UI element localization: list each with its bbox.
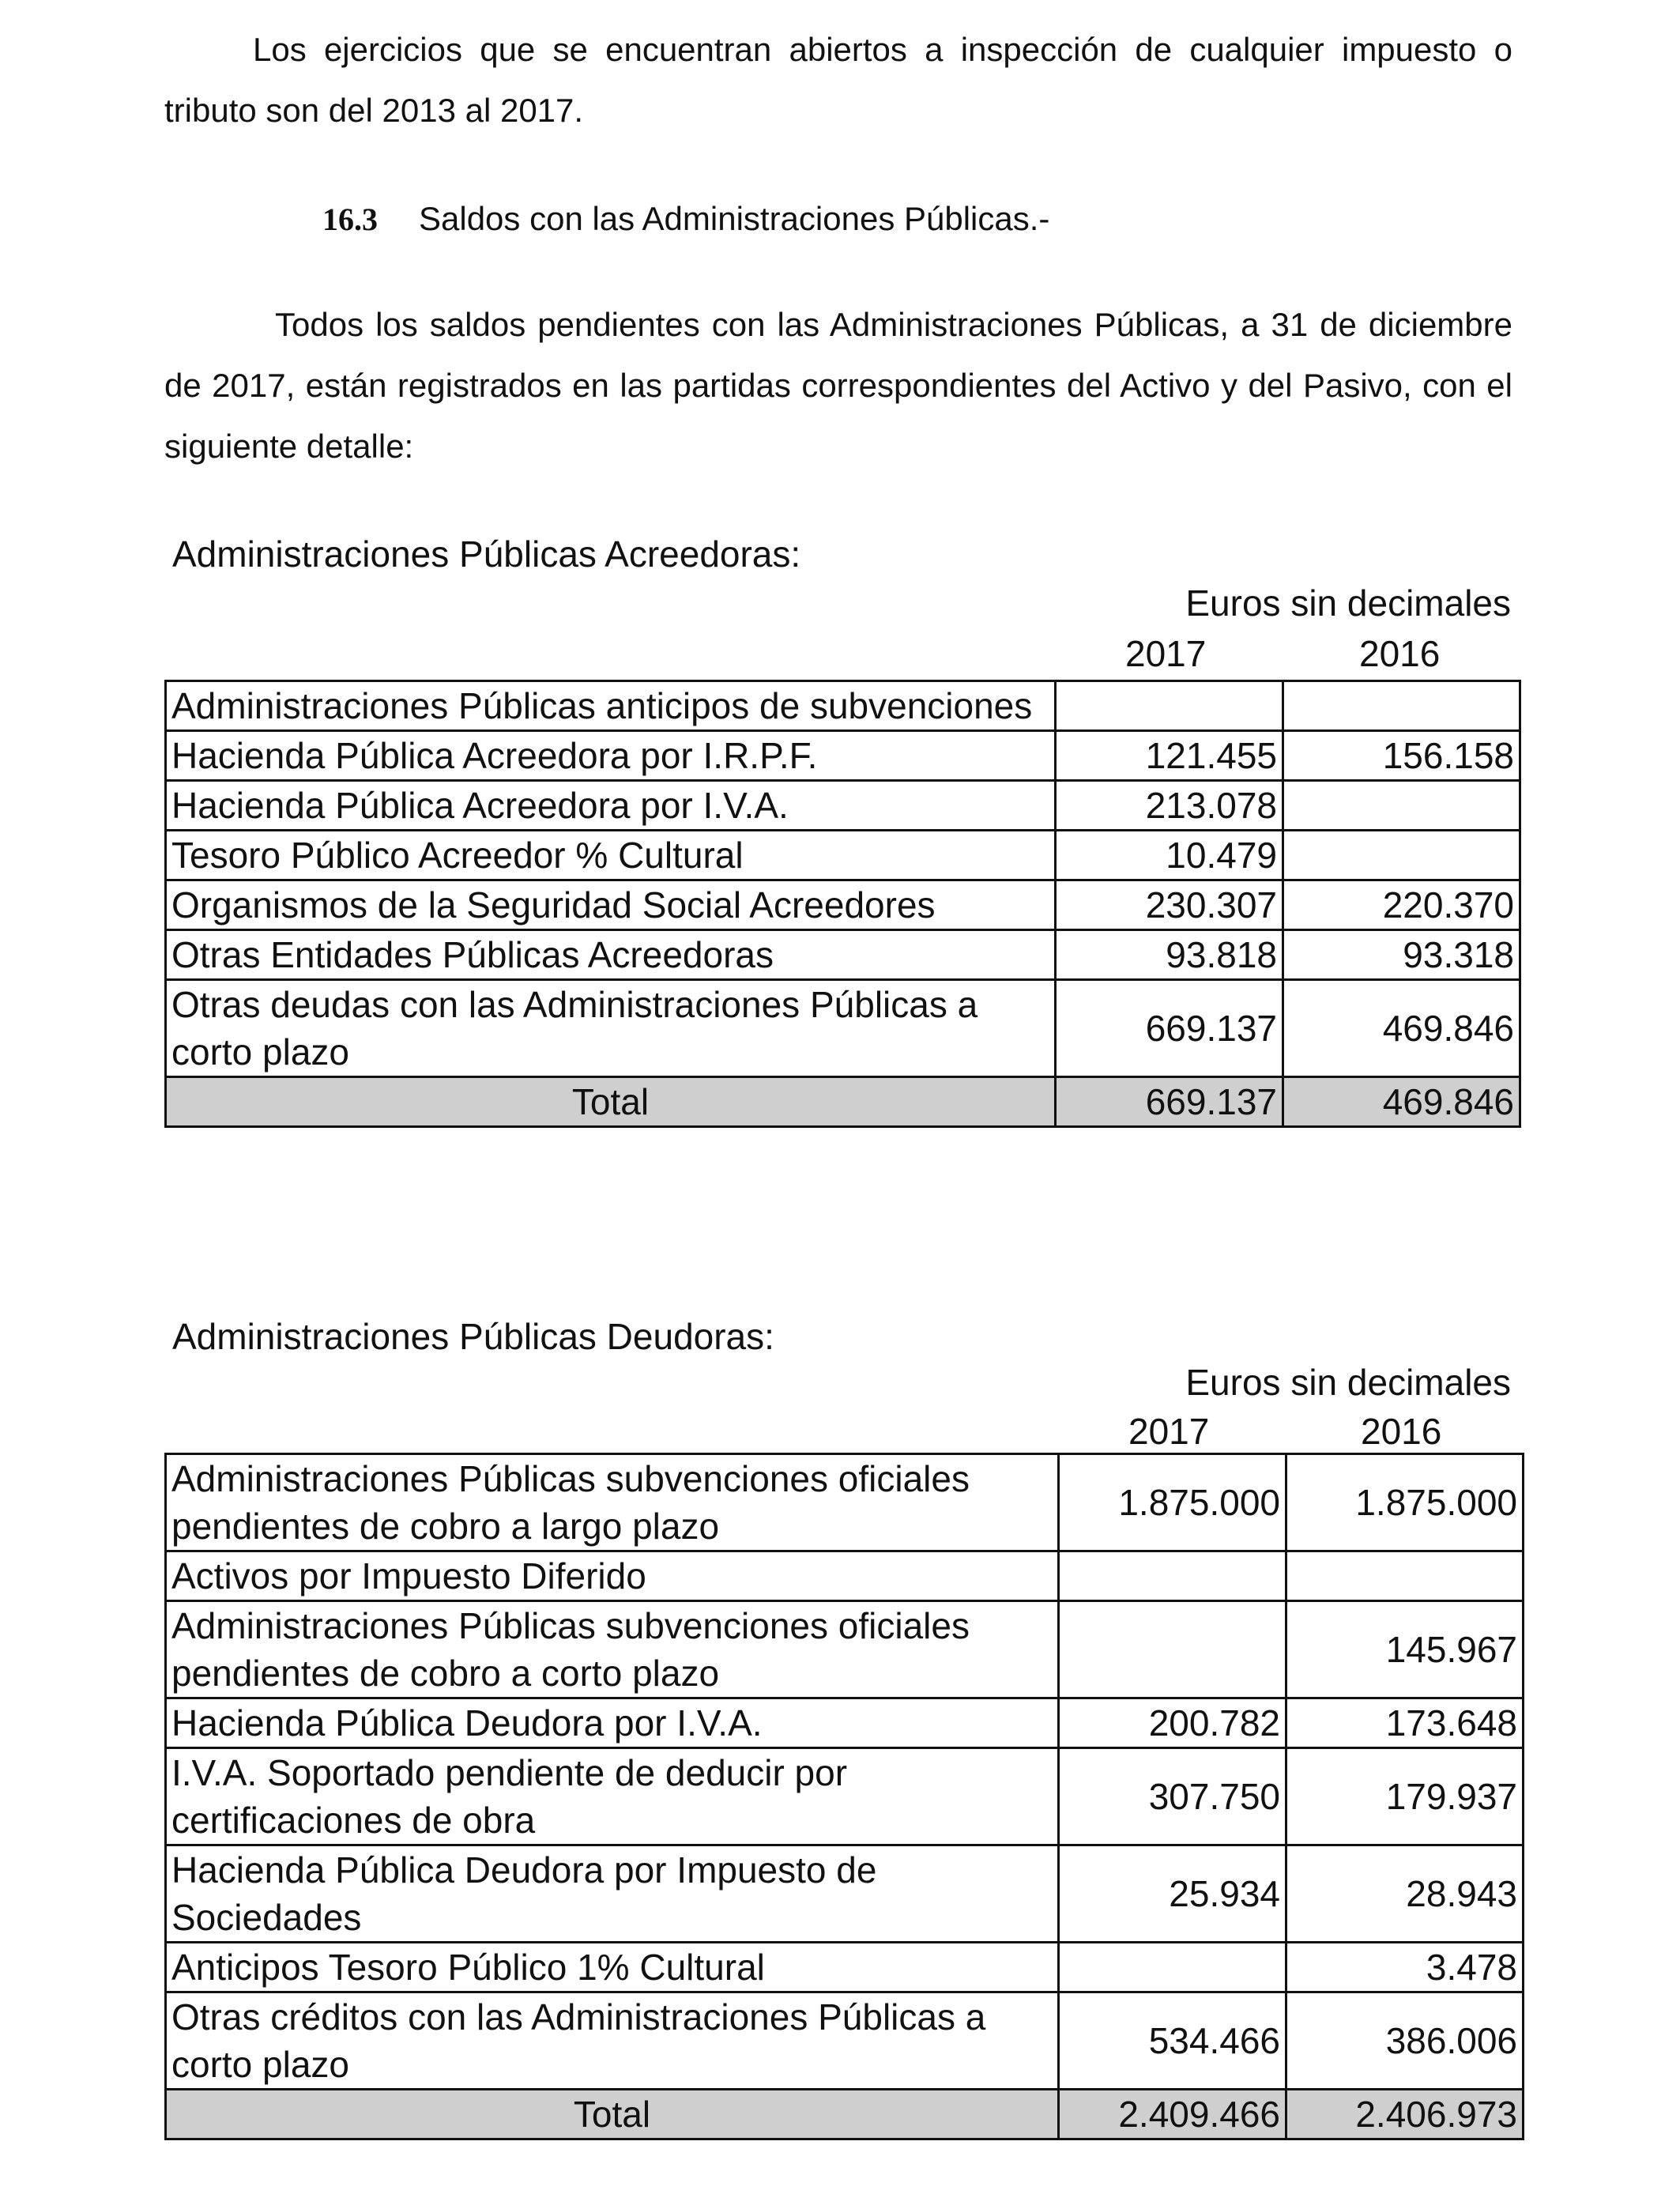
table-row <box>166 1454 1524 1551</box>
value-2016 <box>1286 1551 1524 1601</box>
row-label: Otras Entidades Públicas Acreedoras <box>166 930 1056 980</box>
value-2016 <box>1283 831 1520 880</box>
value-2016: 220.370 <box>1283 880 1520 930</box>
table-row <box>166 681 1520 731</box>
section-number: 16.3 <box>322 202 378 237</box>
row-label: Hacienda Pública Acreedora por I.R.P.F. <box>166 731 1056 781</box>
value-2017 <box>1059 1551 1286 1601</box>
value-2016: 3.478 <box>1286 1943 1524 1992</box>
row-label: Organismos de la Seguridad Social Acreedores <box>166 880 1056 930</box>
value-2017: 669.137 <box>1056 980 1283 1077</box>
debtors-year-2016: 2016 <box>1361 1411 1442 1452</box>
table-row <box>166 880 1520 930</box>
debtors-title: Administraciones Públicas Deudoras: <box>172 1316 774 1357</box>
row-label: Tesoro Público Acreedor % Cultural <box>166 831 1056 880</box>
value-2017 <box>1056 681 1283 731</box>
table-row <box>166 1551 1524 1601</box>
row-label: Hacienda Pública Acreedora por I.V.A. <box>166 781 1056 831</box>
intro-paragraph <box>164 19 1512 141</box>
value-2017: 307.750 <box>1059 1748 1286 1845</box>
table-row <box>166 1992 1524 2090</box>
value-2017: 93.818 <box>1056 930 1283 980</box>
row-label: I.V.A. Soportado pendiente de deducir por certificaciones de obra <box>166 1748 1059 1845</box>
value-2016 <box>1283 781 1520 831</box>
creditors-table <box>164 680 1521 1128</box>
value-2017: 10.479 <box>1056 831 1283 880</box>
row-label: Administraciones Públicas anticipos de subvenciones <box>166 681 1056 731</box>
section-title: Saldos con las Administraciones Públicas.- <box>419 200 1050 237</box>
row-label: Administraciones Públicas subvenciones oficiales pendientes de cobro a corto plazo <box>166 1601 1059 1698</box>
total-label: Total <box>166 1077 1056 1127</box>
value-2017: 213.078 <box>1056 781 1283 831</box>
value-2016: 145.967 <box>1286 1601 1524 1698</box>
creditors-unit: Euros sin decimales <box>1185 582 1511 624</box>
total-label: Total <box>166 2090 1059 2139</box>
value-2017: 1.875.000 <box>1059 1454 1286 1551</box>
total-2017: 669.137 <box>1056 1077 1283 1127</box>
debtors-unit: Euros sin decimales <box>1185 1362 1511 1403</box>
value-2016 <box>1283 681 1520 731</box>
row-label: Otras créditos con las Administraciones Públicas a corto plazo <box>166 1992 1059 2090</box>
table-row <box>166 781 1520 831</box>
row-label: Otras deudas con las Administraciones Públicas a corto plazo <box>166 980 1056 1077</box>
value-2017: 25.934 <box>1059 1845 1286 1943</box>
table-row <box>166 930 1520 980</box>
total-2016: 2.406.973 <box>1286 2090 1524 2139</box>
row-label: Hacienda Pública Deudora por Impuesto de Sociedades <box>166 1845 1059 1943</box>
total-row <box>166 2090 1524 2139</box>
value-2017: 230.307 <box>1056 880 1283 930</box>
section-heading <box>322 188 1049 250</box>
total-2016: 469.846 <box>1283 1077 1520 1127</box>
debtors-year-2017: 2017 <box>1128 1411 1210 1452</box>
table-row <box>166 831 1520 880</box>
value-2017 <box>1059 1601 1286 1698</box>
creditors-title: Administraciones Públicas Acreedoras: <box>172 533 801 575</box>
total-2017: 2.409.466 <box>1059 2090 1286 2139</box>
row-label: Administraciones Públicas subvenciones oficiales pendientes de cobro a largo plazo <box>166 1454 1059 1551</box>
value-2016: 469.846 <box>1283 980 1520 1077</box>
detail-text: Todos los saldos pendientes con las Administraciones Públicas, a 31 de diciembre de 2017, están registrados en las partidas correspondientes del Activo y del Pasivo, con el siguiente detalle: <box>164 306 1512 465</box>
row-label: Anticipos Tesoro Público 1% Cultural <box>166 1943 1059 1992</box>
value-2017: 121.455 <box>1056 731 1283 781</box>
table-row <box>166 980 1520 1077</box>
value-2017 <box>1059 1943 1286 1992</box>
debtors-table <box>164 1453 1524 2140</box>
value-2016: 386.006 <box>1286 1992 1524 2090</box>
table-row <box>166 1845 1524 1943</box>
value-2016: 173.648 <box>1286 1698 1524 1748</box>
intro-text: Los ejercicios que se encuentran abiertos a inspección de cualquier impuesto o tributo son del 2013 al 2017. <box>164 31 1512 129</box>
row-label: Activos por Impuesto Diferido <box>166 1551 1059 1601</box>
value-2017: 534.466 <box>1059 1992 1286 2090</box>
row-label: Hacienda Pública Deudora por I.V.A. <box>166 1698 1059 1748</box>
value-2016: 156.158 <box>1283 731 1520 781</box>
detail-paragraph <box>164 294 1512 477</box>
table-row <box>166 1943 1524 1992</box>
table-row <box>166 731 1520 781</box>
value-2016: 93.318 <box>1283 930 1520 980</box>
table-row <box>166 1698 1524 1748</box>
value-2017: 200.782 <box>1059 1698 1286 1748</box>
creditors-year-2017: 2017 <box>1125 633 1207 674</box>
table-row <box>166 1748 1524 1845</box>
table-row <box>166 1601 1524 1698</box>
value-2016: 28.943 <box>1286 1845 1524 1943</box>
total-row <box>166 1077 1520 1127</box>
value-2016: 1.875.000 <box>1286 1454 1524 1551</box>
value-2016: 179.937 <box>1286 1748 1524 1845</box>
creditors-year-2016: 2016 <box>1359 633 1441 674</box>
